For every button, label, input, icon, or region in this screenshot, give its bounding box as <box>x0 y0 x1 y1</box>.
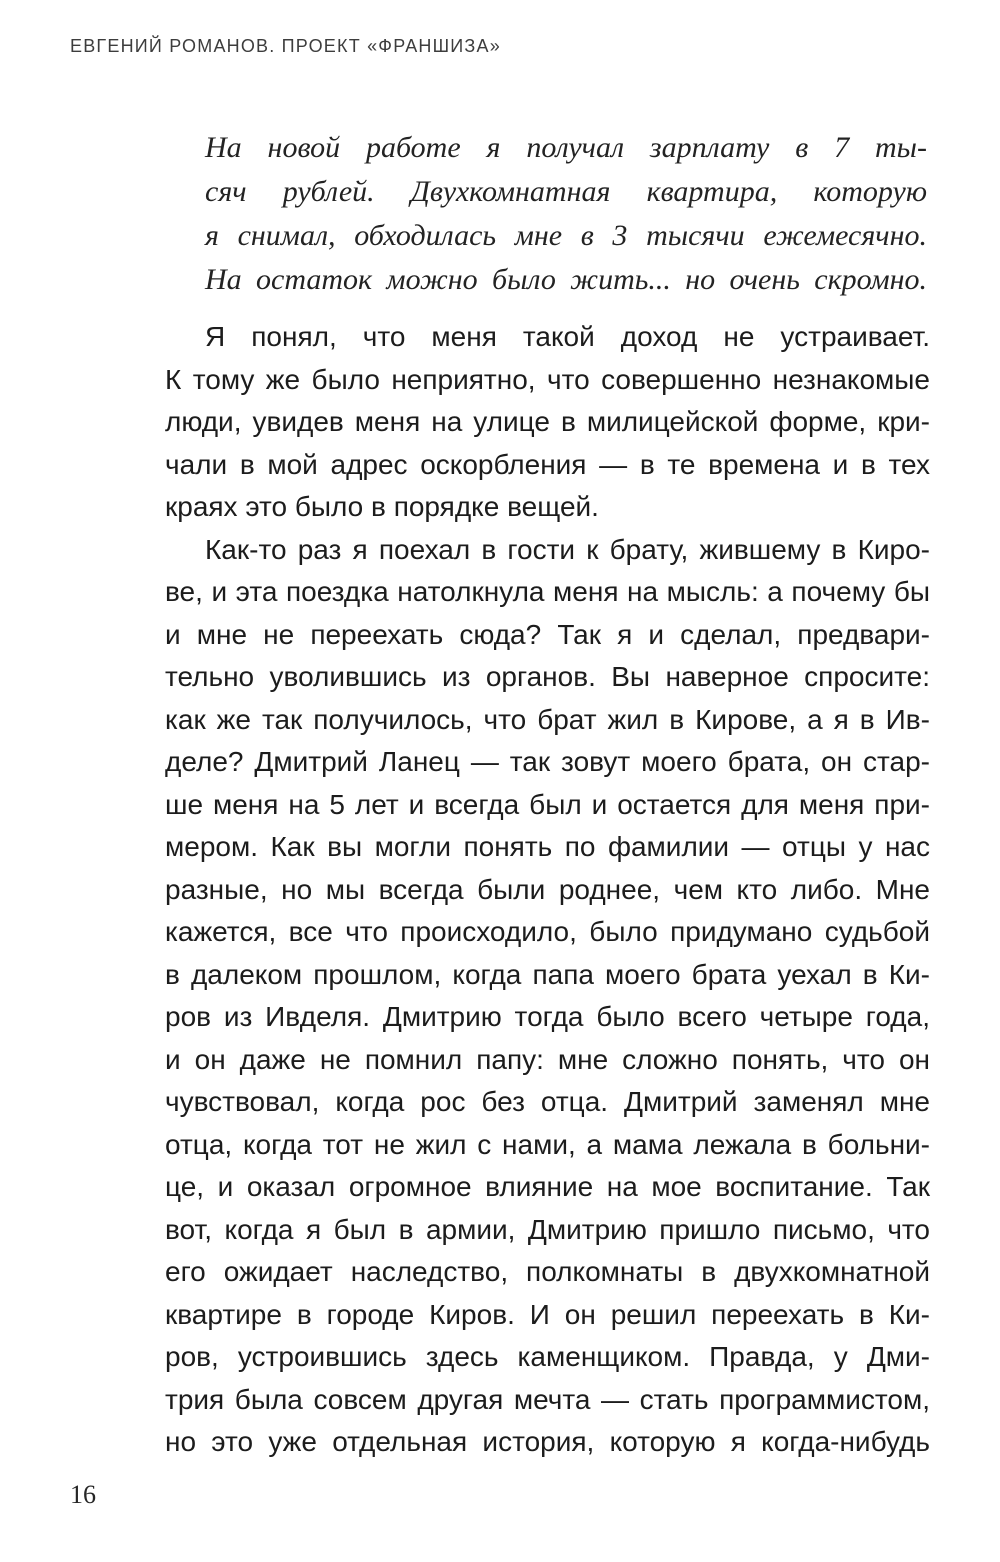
text-line: но это уже отдельная история, которую я когда-нибудь <box>165 1426 930 1457</box>
epigraph-block <box>205 126 927 302</box>
body-text <box>165 316 930 1464</box>
text-line: тельно уволившись из органов. Вы наверное спросите: <box>165 661 930 692</box>
text-line: квартире в городе Киров. И он решил переехать в Ки- <box>165 1298 930 1330</box>
text-line: чали в мой адрес оскорбления — в те времена и в тех <box>165 448 930 480</box>
running-header: ЕВГЕНИЙ РОМАНОВ. ПРОЕКТ «ФРАНШИЗА» <box>70 36 501 56</box>
text-line: деле? Дмитрий Ланец — так зовут моего брата, он стар- <box>165 746 930 777</box>
text-line: разные, но мы всегда были роднее, чем кто либо. Мне <box>165 873 930 905</box>
text-line: мером. Как вы могли понять по фамилии — отцы у нас <box>165 831 930 862</box>
text-line: ров, устроившись здесь каменщиком. Правда, у Дми- <box>165 1341 930 1372</box>
text-line: сяч рублей. Двухкомнатная квартира, которую <box>205 175 927 208</box>
text-line: це, и оказал огромное влияние на мое воспитание. Так <box>165 1171 930 1202</box>
text-line: На остаток можно было жить... но очень скромно. <box>205 263 927 296</box>
text-line: ров из Ивделя. Дмитрию тогда было всего четыре года, <box>165 1001 930 1032</box>
text-line: вот, когда я был в армии, Дмитрию пришло письмо, что <box>165 1213 930 1245</box>
text-line: чувствовал, когда рос без отца. Дмитрий заменял мне <box>165 1086 930 1117</box>
text-line: я снимал, обходилась мне в 3 тысячи ежемесячно. <box>205 219 927 252</box>
page-number: 16 <box>70 1480 96 1509</box>
text-line: ше меня на 5 лет и всегда был и остается для меня при- <box>165 788 930 820</box>
text-line: кажется, все что происходило, было придумано судьбой <box>165 916 930 947</box>
text-line: его ожидает наследство, полкомнаты в двухкомнатной <box>165 1256 930 1287</box>
text-line: в далеком прошлом, когда папа моего брата уехал в Ки- <box>165 958 930 990</box>
text-line: отца, когда тот не жил с нами, а мама лежала в больни- <box>165 1128 930 1160</box>
text-line: краях это было в порядке вещей. <box>165 491 599 522</box>
paragraph <box>165 529 930 1464</box>
text-line: трия была совсем другая мечта — стать программистом, <box>165 1383 930 1415</box>
text-line: люди, увидев меня на улице в милицейской форме, кри- <box>165 406 930 437</box>
text-line: и он даже не помнил папу: мне сложно понять, что он <box>165 1043 930 1075</box>
text-line: На новой работе я получал зарплату в 7 ты- <box>205 131 927 164</box>
text-line: Как-то раз я поехал в гости к брату, жившему в Киро- <box>205 533 930 565</box>
text-line: ве, и эта поездка натолкнула меня на мысль: а почему бы <box>165 576 930 607</box>
paragraph <box>165 316 930 529</box>
text-line: Я понял, что меня такой доход не устраивает. <box>205 321 930 352</box>
text-line: как же так получилось, что брат жил в Кирове, а я в Ив- <box>165 703 930 735</box>
text-line: К тому же было неприятно, что совершенно незнакомые <box>165 363 930 395</box>
text-line: и мне не переехать сюда? Так я и сделал, предвари- <box>165 618 930 650</box>
